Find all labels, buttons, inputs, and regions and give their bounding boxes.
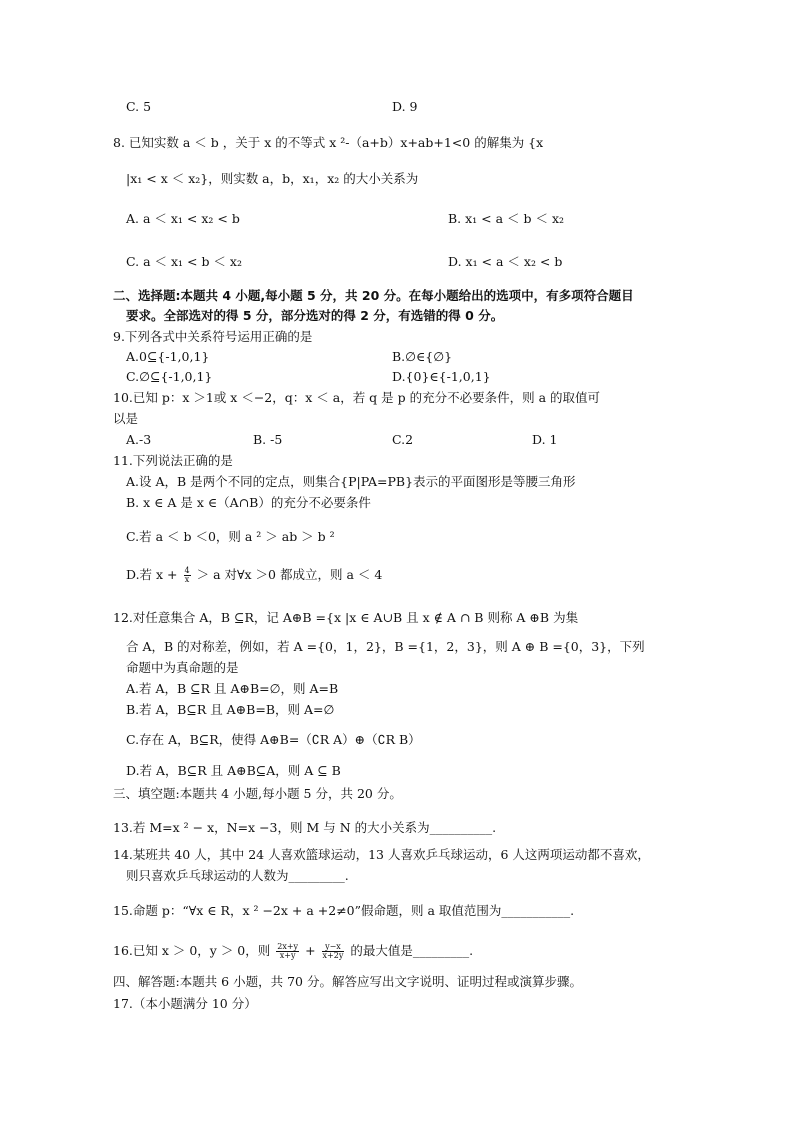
q16-fraction-2-denominator: x+2y — [322, 951, 344, 960]
q9-option-d: D.{0}∈{-1,0,1} — [392, 369, 491, 384]
q11-option-d — [126, 567, 382, 584]
q8-stem-line1: 8. 已知实数 a ＜ b ，关于 x 的不等式 x ²-（a+b）x+ab+1<0 的解集为 {x — [113, 135, 544, 150]
section-2-heading-line2: 要求。全部选对的得 5 分，部分选对的得 2 分，有选错的得 0 分。 — [126, 308, 504, 323]
q13-text: 13.若 M=x ² − x，N=x −3，则 M 与 N 的大小关系为__________. — [113, 820, 497, 835]
q10-option-b: B. -5 — [253, 432, 283, 447]
q11-option-a: A.设 A，B 是两个不同的定点，则集合{P|PA=PB}表示的平面图形是等腰三角形 — [126, 474, 576, 489]
q16-text — [113, 943, 473, 960]
q9-option-c: C.∅⊆{-1,0,1} — [126, 369, 213, 384]
q11-fraction-denominator: x — [184, 575, 190, 584]
q11-fraction-numerator: 4 — [184, 566, 190, 575]
q11-option-b: B. x ∈ A 是 x ∈（A∩B）的充分不必要条件 — [126, 495, 371, 510]
q12-option-c: C.存在 A，B⊆R，使得 A⊕B=（∁R A）⊕（∁R B） — [126, 732, 421, 747]
q11-option-d-post: ＞ a 对∀x ＞0 都成立，则 a ＜ 4 — [196, 567, 383, 582]
q14-line1: 14.某班共 40 人，其中 24 人喜欢篮球运动，13 人喜欢乒乓球运动，6 人这两项运动都不喜欢， — [113, 847, 650, 862]
q8-option-a: A. a ＜ x₁ < x₂ < b — [126, 211, 240, 226]
q14-line2: 则只喜欢乒乓球运动的人数为_________. — [126, 868, 349, 883]
q12-stem-line1: 12.对任意集合 A，B ⊆R，记 A⊕B ={x |x ∈ A∪B 且 x ∉ A ∩ B 则称 A ⊕B 为集 — [113, 610, 579, 625]
q8-option-c: C. a ＜ x₁ < b ＜ x₂ — [126, 254, 242, 269]
q7-option-c: C. 5 — [126, 99, 152, 114]
q10-option-a: A.-3 — [126, 432, 152, 447]
q16-fraction-1-numerator: 2x+y — [277, 942, 299, 951]
q15-text: 15.命题 p：“∀x ∈ R，x ² −2x + a +2≠0”假命题，则 a 取值范围为___________. — [113, 903, 575, 918]
q11-option-d-fraction — [184, 567, 191, 584]
q12-stem-line2: 合 A，B 的对称差，例如，若 A ={0，1，2}，B ={1，2，3}，则 A ⊕ B ={0，3}，下列 — [126, 639, 645, 654]
q12-option-d: D.若 A，B⊆R 且 A⊕B⊆A，则 A ⊆ B — [126, 763, 341, 778]
section-2-heading-line1: 二、选择题:本题共 4 小题,每小题 5 分，共 20 分。在每小题给出的选项中，有多项符合题目 — [113, 288, 634, 303]
section-3-heading: 三、填空题:本题共 4 小题,每小题 5 分，共 20 分。 — [113, 786, 402, 801]
q12-option-a: A.若 A，B ⊆R 且 A⊕B=∅，则 A=B — [126, 681, 339, 696]
q10-stem-line1: 10.已知 p：x ＞1或 x ＜−2，q：x ＜ a，若 q 是 p 的充分不必要条件，则 a 的取值可 — [113, 390, 601, 405]
q11-stem: 11.下列说法正确的是 — [113, 453, 233, 468]
q17-title: 17.（本小题满分 10 分） — [113, 996, 257, 1011]
q8-option-b: B. x₁ < a ＜ b ＜ x₂ — [448, 211, 565, 226]
q16-fraction-2-numerator: y−x — [322, 943, 345, 952]
q9-option-a: A.0⊆{-1,0,1} — [126, 349, 210, 364]
q16-plus: + — [305, 943, 316, 958]
q16-fraction-2 — [322, 943, 345, 960]
q10-option-c: C.2 — [392, 432, 414, 447]
q9-option-b: B.∅∈{∅} — [392, 349, 453, 364]
q12-stem-line3: 命题中为真命题的是 — [126, 660, 239, 675]
q11-option-d-pre: D.若 x + — [126, 567, 178, 582]
q8-option-d: D. x₁ < a ＜ x₂ < b — [448, 254, 563, 269]
q16-post: 的最大值是_________. — [350, 943, 474, 958]
section-4-heading: 四、解答题:本题共 6 小题，共 70 分。解答应写出文字说明、证明过程或演算步骤。 — [113, 974, 582, 989]
q9-stem: 9.下列各式中关系符号运用正确的是 — [113, 329, 313, 344]
q16-pre: 16.已知 x ＞ 0，y ＞ 0，则 — [113, 943, 271, 958]
q16-fraction-1 — [276, 943, 299, 960]
q10-option-d: D. 1 — [532, 432, 558, 447]
q10-stem-line2: 以是 — [113, 411, 139, 426]
q16-fraction-1-denominator: x+y — [279, 951, 296, 960]
q11-option-c: C.若 a ＜ b ＜0，则 a ² ＞ ab ＞ b ² — [126, 529, 335, 544]
q12-option-b: B.若 A，B⊆R 且 A⊕B=B，则 A=∅ — [126, 702, 335, 717]
q7-option-d: D. 9 — [392, 99, 418, 114]
q8-stem-line2: |x₁ < x ＜ x₂}，则实数 a，b，x₁，x₂ 的大小关系为 — [126, 171, 419, 186]
